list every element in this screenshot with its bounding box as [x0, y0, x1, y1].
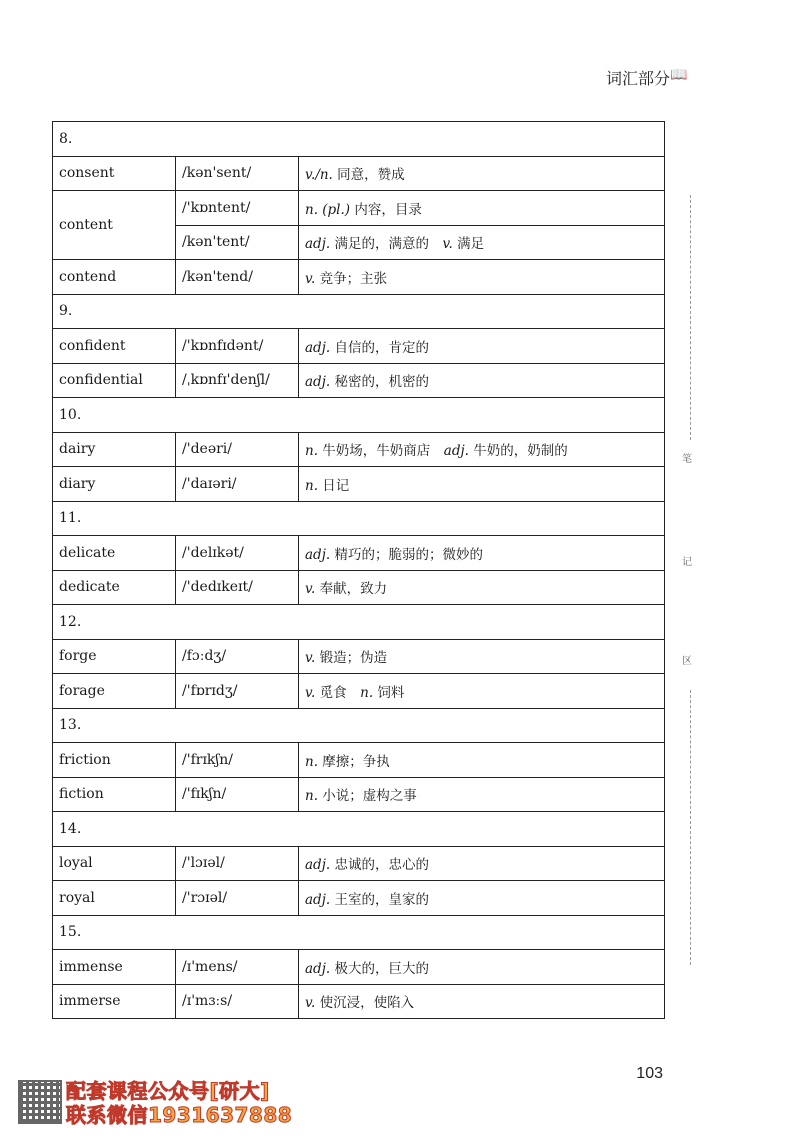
meaning-cell — [299, 743, 665, 778]
notes-divider — [690, 195, 691, 440]
part-of-speech: adj. — [305, 546, 331, 563]
definition-text: 忠诚的，忠心的 — [330, 857, 429, 874]
group-number: 13. — [53, 708, 665, 743]
group-number: 12. — [53, 605, 665, 640]
pronunciation-cell: /kən'sent/ — [176, 156, 299, 191]
pronunciation-cell: /'fɒrɪdʒ/ — [176, 674, 299, 709]
word-cell: dairy — [53, 432, 176, 467]
definition-text: 小说；虚构之事 — [318, 788, 417, 805]
meaning-cell — [299, 432, 665, 467]
word-cell: delicate — [53, 536, 176, 571]
word-row — [53, 743, 665, 778]
definition-text: 竞争；主张 — [315, 270, 388, 287]
word-cell: royal — [53, 881, 176, 916]
part-of-speech: adj. — [305, 339, 331, 356]
word-row — [53, 467, 665, 502]
group-number: 10. — [53, 398, 665, 433]
part-of-speech: n. — [305, 788, 318, 805]
watermark-line: 配套课程公众号[研大] — [66, 1079, 270, 1103]
book-icon: 📖 — [670, 67, 688, 83]
word-cell: confidential — [53, 363, 176, 398]
word-row — [53, 363, 665, 398]
part-of-speech: n. — [360, 684, 374, 701]
pronunciation-cell: /'rɔɪəl/ — [176, 881, 299, 916]
part-of-speech: n. — [305, 443, 318, 460]
group-header-row — [53, 294, 665, 329]
group-number: 15. — [53, 915, 665, 950]
meaning-cell — [299, 846, 665, 881]
meaning-cell — [299, 363, 665, 398]
notes-label-char: 记 — [682, 557, 692, 568]
word-cell: content — [53, 191, 176, 260]
part-of-speech: adj. — [305, 960, 331, 977]
pronunciation-cell: /'daɪəri/ — [176, 467, 299, 502]
pronunciation-cell: /ɪ'mens/ — [176, 950, 299, 985]
word-cell: loyal — [53, 846, 176, 881]
definition-text: 满足 — [452, 236, 485, 253]
pronunciation-cell: /'lɔɪəl/ — [176, 846, 299, 881]
meaning-cell — [299, 881, 665, 916]
meaning-cell — [299, 777, 665, 812]
meaning-cell — [299, 639, 665, 674]
group-header-row — [53, 398, 665, 433]
part-of-speech: adj. — [443, 443, 469, 460]
word-row — [53, 329, 665, 364]
pronunciation-cell: /'kɒntent/ — [176, 191, 299, 226]
meaning-cell — [299, 570, 665, 605]
part-of-speech: v. — [305, 650, 316, 667]
word-row — [53, 260, 665, 295]
word-row — [53, 156, 665, 191]
meaning-cell — [299, 536, 665, 571]
word-row — [53, 191, 665, 226]
notes-label-char: 笔 — [682, 454, 692, 465]
pronunciation-cell: /'fɪkʃn/ — [176, 777, 299, 812]
pronunciation-cell: /ˌkɒnfɪ'denʃl/ — [176, 363, 299, 398]
section-title: 词汇部分 — [605, 69, 670, 88]
qr-code-icon — [18, 1080, 62, 1124]
part-of-speech: n. (pl.) — [305, 201, 351, 218]
pronunciation-cell: /'dedɪkeɪt/ — [176, 570, 299, 605]
group-number: 9. — [53, 294, 665, 329]
definition-text: 牛奶的，奶制的 — [468, 443, 568, 460]
part-of-speech: adj. — [305, 891, 331, 908]
part-of-speech: v. — [305, 581, 316, 598]
meaning-cell — [299, 950, 665, 985]
word-cell: fiction — [53, 777, 176, 812]
group-header-row — [53, 122, 665, 157]
part-of-speech: adj. — [305, 374, 331, 391]
definition-text: 摩擦；争执 — [318, 753, 390, 770]
definition-text: 饲料 — [373, 684, 405, 701]
group-number: 8. — [53, 122, 665, 157]
word-row — [53, 536, 665, 571]
part-of-speech: n. — [305, 477, 318, 494]
pronunciation-cell: /'delɪkət/ — [176, 536, 299, 571]
word-row — [53, 570, 665, 605]
pronunciation-cell: /'kɒnfɪdənt/ — [176, 329, 299, 364]
meaning-cell — [299, 260, 665, 295]
meaning-cell — [299, 984, 665, 1019]
meaning-cell — [299, 329, 665, 364]
group-header-row — [53, 605, 665, 640]
group-header-row — [53, 812, 665, 847]
definition-text: 满足的，满意的 — [330, 236, 443, 253]
definition-text: 精巧的；脆弱的；微妙的 — [330, 546, 483, 563]
definition-text: 王室的，皇家的 — [330, 891, 429, 908]
pronunciation-cell: /'frɪkʃn/ — [176, 743, 299, 778]
group-header-row — [53, 915, 665, 950]
word-row — [53, 639, 665, 674]
word-row — [53, 881, 665, 916]
definition-text: 觅食 — [315, 684, 361, 701]
definition-text: 牛奶场，牛奶商店 — [318, 443, 444, 460]
word-row — [53, 984, 665, 1019]
part-of-speech: v. — [305, 684, 316, 701]
group-number: 14. — [53, 812, 665, 847]
word-cell: confident — [53, 329, 176, 364]
definition-text: 极大的，巨大的 — [330, 960, 429, 977]
word-row — [53, 674, 665, 709]
definition-text: 日记 — [318, 477, 350, 494]
pronunciation-cell: /kən'tend/ — [176, 260, 299, 295]
meaning-cell — [299, 156, 665, 191]
meaning-cell — [299, 674, 665, 709]
word-cell: dedicate — [53, 570, 176, 605]
word-cell: forge — [53, 639, 176, 674]
definition-text: 内容，目录 — [350, 201, 422, 218]
word-row — [53, 950, 665, 985]
watermark-line: 联系微信1931637888 — [66, 1103, 293, 1127]
word-cell: friction — [53, 743, 176, 778]
word-cell: immerse — [53, 984, 176, 1019]
notes-divider — [690, 690, 691, 965]
word-cell: immense — [53, 950, 176, 985]
page-number: 103 — [636, 1065, 663, 1082]
meaning-cell — [299, 191, 665, 226]
definition-text: 秘密的，机密的 — [330, 374, 429, 391]
part-of-speech: v./n. — [305, 167, 333, 184]
notes-label-char: 区 — [682, 656, 692, 667]
word-cell: consent — [53, 156, 176, 191]
group-header-row — [53, 708, 665, 743]
word-row — [53, 432, 665, 467]
part-of-speech: v. — [305, 995, 316, 1012]
word-row — [53, 846, 665, 881]
group-header-row — [53, 501, 665, 536]
word-row — [53, 777, 665, 812]
vocabulary-table — [52, 121, 665, 1019]
meaning-cell — [299, 467, 665, 502]
word-cell: contend — [53, 260, 176, 295]
part-of-speech: adj. — [305, 857, 331, 874]
definition-text: 使沉浸，使陷入 — [315, 995, 415, 1012]
pronunciation-cell: /fɔːdʒ/ — [176, 639, 299, 674]
definition-text: 锻造；伪造 — [315, 650, 388, 667]
part-of-speech: adj. — [305, 236, 331, 253]
definition-text: 同意，赞成 — [332, 167, 405, 184]
part-of-speech: v. — [442, 236, 453, 253]
group-number: 11. — [53, 501, 665, 536]
word-cell: forage — [53, 674, 176, 709]
word-cell: diary — [53, 467, 176, 502]
definition-text: 奉献，致力 — [315, 581, 388, 598]
definition-text: 自信的，肯定的 — [330, 339, 429, 356]
part-of-speech: v. — [305, 270, 316, 287]
pronunciation-cell: /'deəri/ — [176, 432, 299, 467]
pronunciation-cell: /kən'tent/ — [176, 225, 299, 260]
meaning-cell — [299, 225, 665, 260]
pronunciation-cell: /ɪ'mɜːs/ — [176, 984, 299, 1019]
part-of-speech: n. — [305, 753, 318, 770]
